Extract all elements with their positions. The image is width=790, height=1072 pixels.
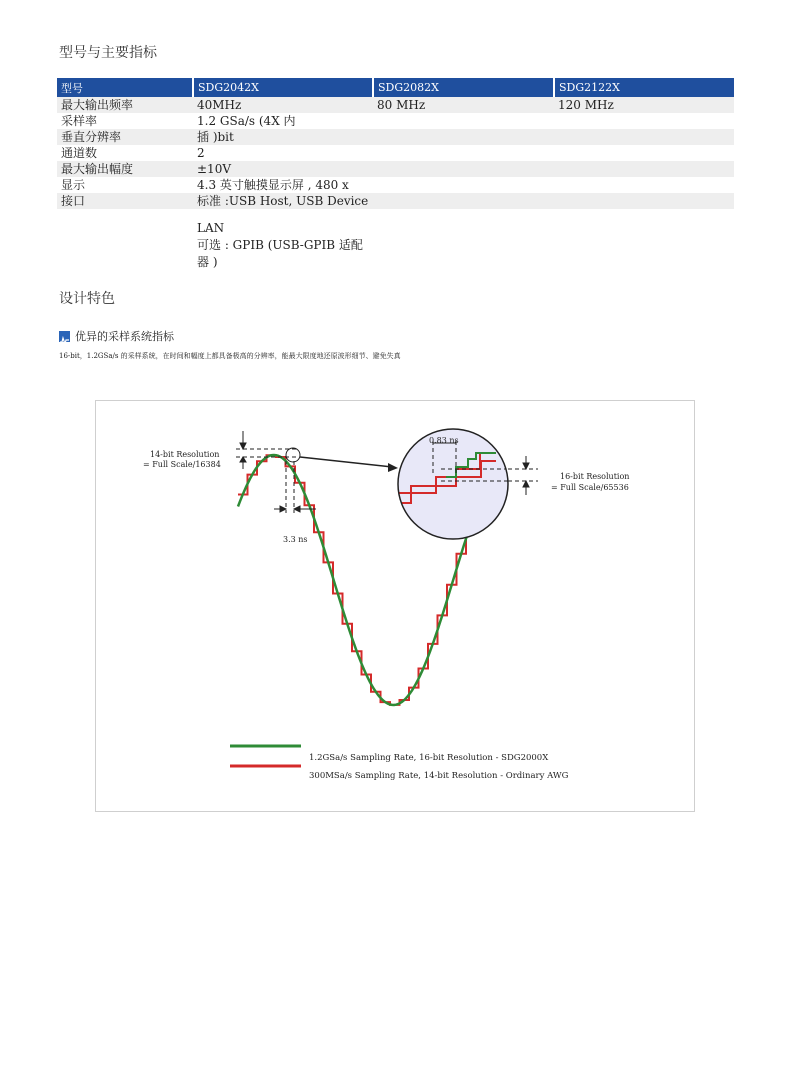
table-cell: 120 MHz — [554, 97, 734, 113]
table-cell — [554, 161, 734, 177]
sampling-figure — [95, 400, 695, 812]
table-cell: 通道数 — [61, 146, 98, 160]
header-cell: SDG2082X — [373, 78, 554, 97]
label-16bit-line1: 16-bit Resolution — [560, 472, 630, 481]
table-cell — [373, 145, 554, 161]
legend-label-red: 300MSa/s Sampling Rate, 14-bit Resolution - Ordinary AWG — [309, 771, 569, 781]
table-cell — [373, 129, 554, 145]
table-cell — [373, 177, 554, 193]
table-row — [57, 161, 734, 177]
pointer-arrowhead — [388, 463, 398, 472]
section-title-design: 设计特色 — [59, 291, 115, 307]
table-cell: 标准 :USB Host, USB Device — [193, 193, 373, 209]
interface-extra-line: 可选 : GPIB (USB-GPIB 适配 — [197, 238, 363, 252]
table-cell: 1.2 GSa/s (4X 内 — [197, 114, 296, 128]
table-row — [57, 177, 734, 193]
header-cell: SDG2042X — [193, 78, 373, 97]
interface-extra-line: LAN — [197, 221, 225, 235]
table-cell: 4.3 英寸触摸显示屏 , 480 x — [197, 178, 349, 192]
table-row — [57, 145, 734, 161]
table-row — [57, 97, 734, 113]
table-cell: 采样率 — [61, 114, 98, 128]
table-cell: 80 MHz — [373, 97, 554, 113]
zoom-view — [386, 429, 541, 539]
header-cell: 型号 — [57, 78, 193, 97]
table-cell: 垂直分辨率 — [57, 129, 193, 145]
table-cell — [373, 113, 554, 129]
label-16bit-line2: = Full Scale/65536 — [551, 483, 629, 492]
legend — [230, 746, 569, 781]
feature-description: 16-bit，1.2GSa/s 的采样系统，在时间和幅度上都具备极高的分辨率，能最大限度地还原波形细节、避免失真 — [59, 352, 401, 360]
table-cell — [554, 177, 734, 193]
table-cell — [554, 113, 734, 129]
table-cell: 40MHz — [193, 97, 373, 113]
legend-label-green: 1.2GSa/s Sampling Rate, 16-bit Resolution - SDG2000X — [309, 753, 549, 763]
waveform-icon — [59, 331, 70, 342]
table-row — [57, 193, 734, 209]
interface-extra-line: 器 ) — [197, 255, 218, 269]
table-cell — [554, 193, 734, 209]
label-14bit-line2: = Full Scale/16384 — [143, 460, 221, 469]
table-cell — [373, 161, 554, 177]
table-cell: 最大输出频率 — [57, 97, 193, 113]
table-cell — [554, 145, 734, 161]
table-cell — [554, 129, 734, 145]
label-0-83ns: 0.83 ns — [429, 436, 459, 445]
table-cell: 接口 — [57, 193, 193, 209]
right-resolution-markers — [508, 456, 538, 495]
table-cell — [373, 193, 554, 209]
table-cell: 2 — [197, 146, 205, 160]
table-cell: ±10V — [193, 161, 373, 177]
table-cell: 显示 — [61, 178, 86, 192]
magnify-spot — [286, 448, 300, 462]
sampling-diagram — [96, 401, 694, 811]
pointer-arrow — [300, 457, 392, 467]
feature-title: 优异的采样系统指标 — [75, 330, 174, 343]
spec-table — [57, 78, 734, 209]
table-row — [57, 113, 734, 129]
section-title-models: 型号与主要指标 — [59, 45, 157, 61]
table-cell: 最大输出幅度 — [57, 161, 193, 177]
table-row — [57, 129, 734, 145]
table-cell: 插 )bit — [193, 129, 373, 145]
spec-table-header — [57, 78, 734, 97]
label-3-3ns: 3.3 ns — [283, 535, 308, 544]
header-cell: SDG2122X — [554, 78, 734, 97]
label-14bit-line1: 14-bit Resolution — [150, 450, 220, 459]
